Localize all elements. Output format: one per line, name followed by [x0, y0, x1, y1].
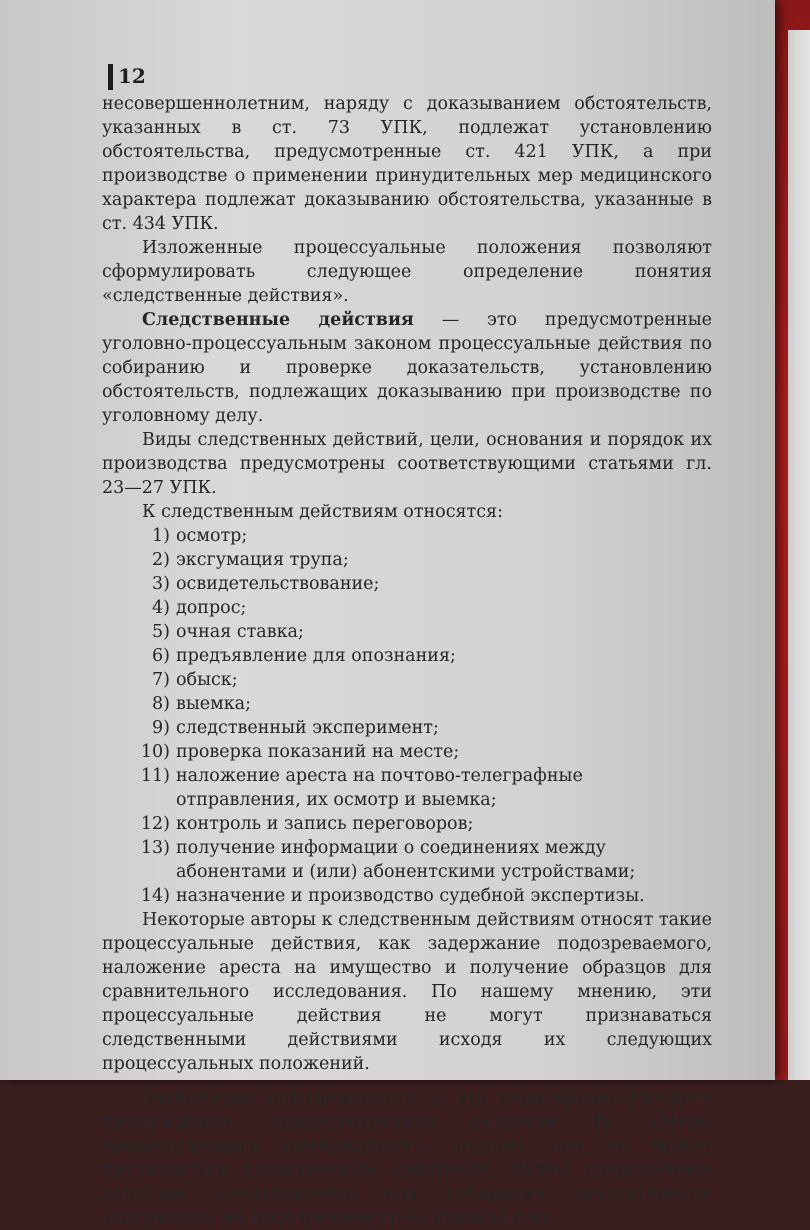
investigative-actions-list [102, 524, 712, 908]
page-number: 12 [118, 64, 146, 88]
list-item-number: 1) [152, 526, 170, 546]
list-item-number: 8) [152, 694, 170, 714]
list-item-text: допрос; [176, 598, 247, 618]
list-item-text: наложение ареста на почтово-телеграфные отправления, их осмотр и выемка; [176, 766, 583, 810]
list-item-text: обыск; [176, 670, 238, 690]
list-item-text: назначение и производство судебной экспертизы. [176, 886, 645, 906]
list-item-text: эксгумация трупа; [176, 550, 349, 570]
definition-body: — это предусмотренные уголовно-процессуальным законом процессуальные действия по собиранию и проверке доказательств, установлению обстоятельств, подлежащих доказыванию при производстве по уголовному делу. [102, 310, 712, 426]
list-item-number: 3) [152, 574, 170, 594]
list-item [102, 572, 712, 596]
list-intro: К следственным действиям относятся: [142, 502, 503, 522]
list-item-number: 13) [140, 838, 170, 858]
page-marker-bar [108, 64, 113, 90]
paragraph-1: несовершеннолетним, наряду с доказыванием обстоятельств, указанных в ст. 73 УПК, подлежат установлению обстоятельства, предусмотренные ст. 421 УПК, а при производстве о применении принудительных мер медицинского характера подлежат доказыванию обстоятельства, указанные в ст. 434 УПК. [102, 94, 712, 234]
definition-paragraph [102, 308, 712, 428]
list-item-number: 10) [140, 742, 170, 762]
list-item-text: получение информации о соединениях между абонентами и (или) абонентскими устройствами; [176, 838, 636, 882]
list-item-number: 9) [152, 718, 170, 738]
list-item [102, 668, 712, 692]
list-item [102, 836, 712, 884]
list-item-number: 11) [140, 766, 170, 786]
list-item-text: выемка; [176, 694, 252, 714]
list-item-number: 6) [152, 646, 170, 666]
list-item [102, 548, 712, 572]
paragraph-6: Задержание подозреваемого — это мера процессуального принуждения, предусмотренная разделом IV «Меры процессуального принуждения», поэтому оно не может признаваться следственным действием. Любое следственное действие предназначено для собирания доказательств, задержание же подозреваемого не связано с их [102, 1088, 712, 1228]
paragraph-2: Изложенные процессуальные положения позволяют сформулировать следующее определение понятия «следственные действия». [102, 238, 712, 306]
list-item [102, 740, 712, 764]
list-item [102, 692, 712, 716]
list-item-text: осмотр; [176, 526, 248, 546]
list-item [102, 596, 712, 620]
list-item [102, 884, 712, 908]
list-item-number: 12) [140, 814, 170, 834]
list-item-number: 7) [152, 670, 170, 690]
list-item-text: контроль и запись переговоров; [176, 814, 474, 834]
list-item [102, 620, 712, 644]
paragraph-5: Некоторые авторы к следственным действиям относят такие процессуальные действия, как задержание подозреваемого, наложение ареста на имущество и получение образцов для сравнительного исследования. По нашему мнению, эти процессуальные действия не могут признаваться следственными действиями исходя их следующих процессуальных положений. [102, 910, 712, 1074]
list-item-number: 14) [140, 886, 170, 906]
list-item [102, 764, 712, 812]
list-item [102, 812, 712, 836]
definition-term: Следственные действия [142, 310, 414, 330]
list-item [102, 524, 712, 548]
list-item-text: предъявление для опознания; [176, 646, 456, 666]
adjacent-page-edge [788, 30, 810, 1080]
list-item [102, 644, 712, 668]
list-item-text: следственный эксперимент; [176, 718, 439, 738]
page-text [102, 92, 712, 1230]
paragraph-4: Виды следственных действий, цели, основания и порядок их производства предусмотрены соответствующими статьями гл. 23—27 УПК. [102, 430, 712, 498]
list-item-number: 4) [152, 598, 170, 618]
list-item-text: очная ставка; [176, 622, 304, 642]
list-item-text: проверка показаний на месте; [176, 742, 460, 762]
list-item-text: освидетельствование; [176, 574, 380, 594]
list-item-number: 5) [152, 622, 170, 642]
list-item-number: 2) [152, 550, 170, 570]
list-item [102, 716, 712, 740]
